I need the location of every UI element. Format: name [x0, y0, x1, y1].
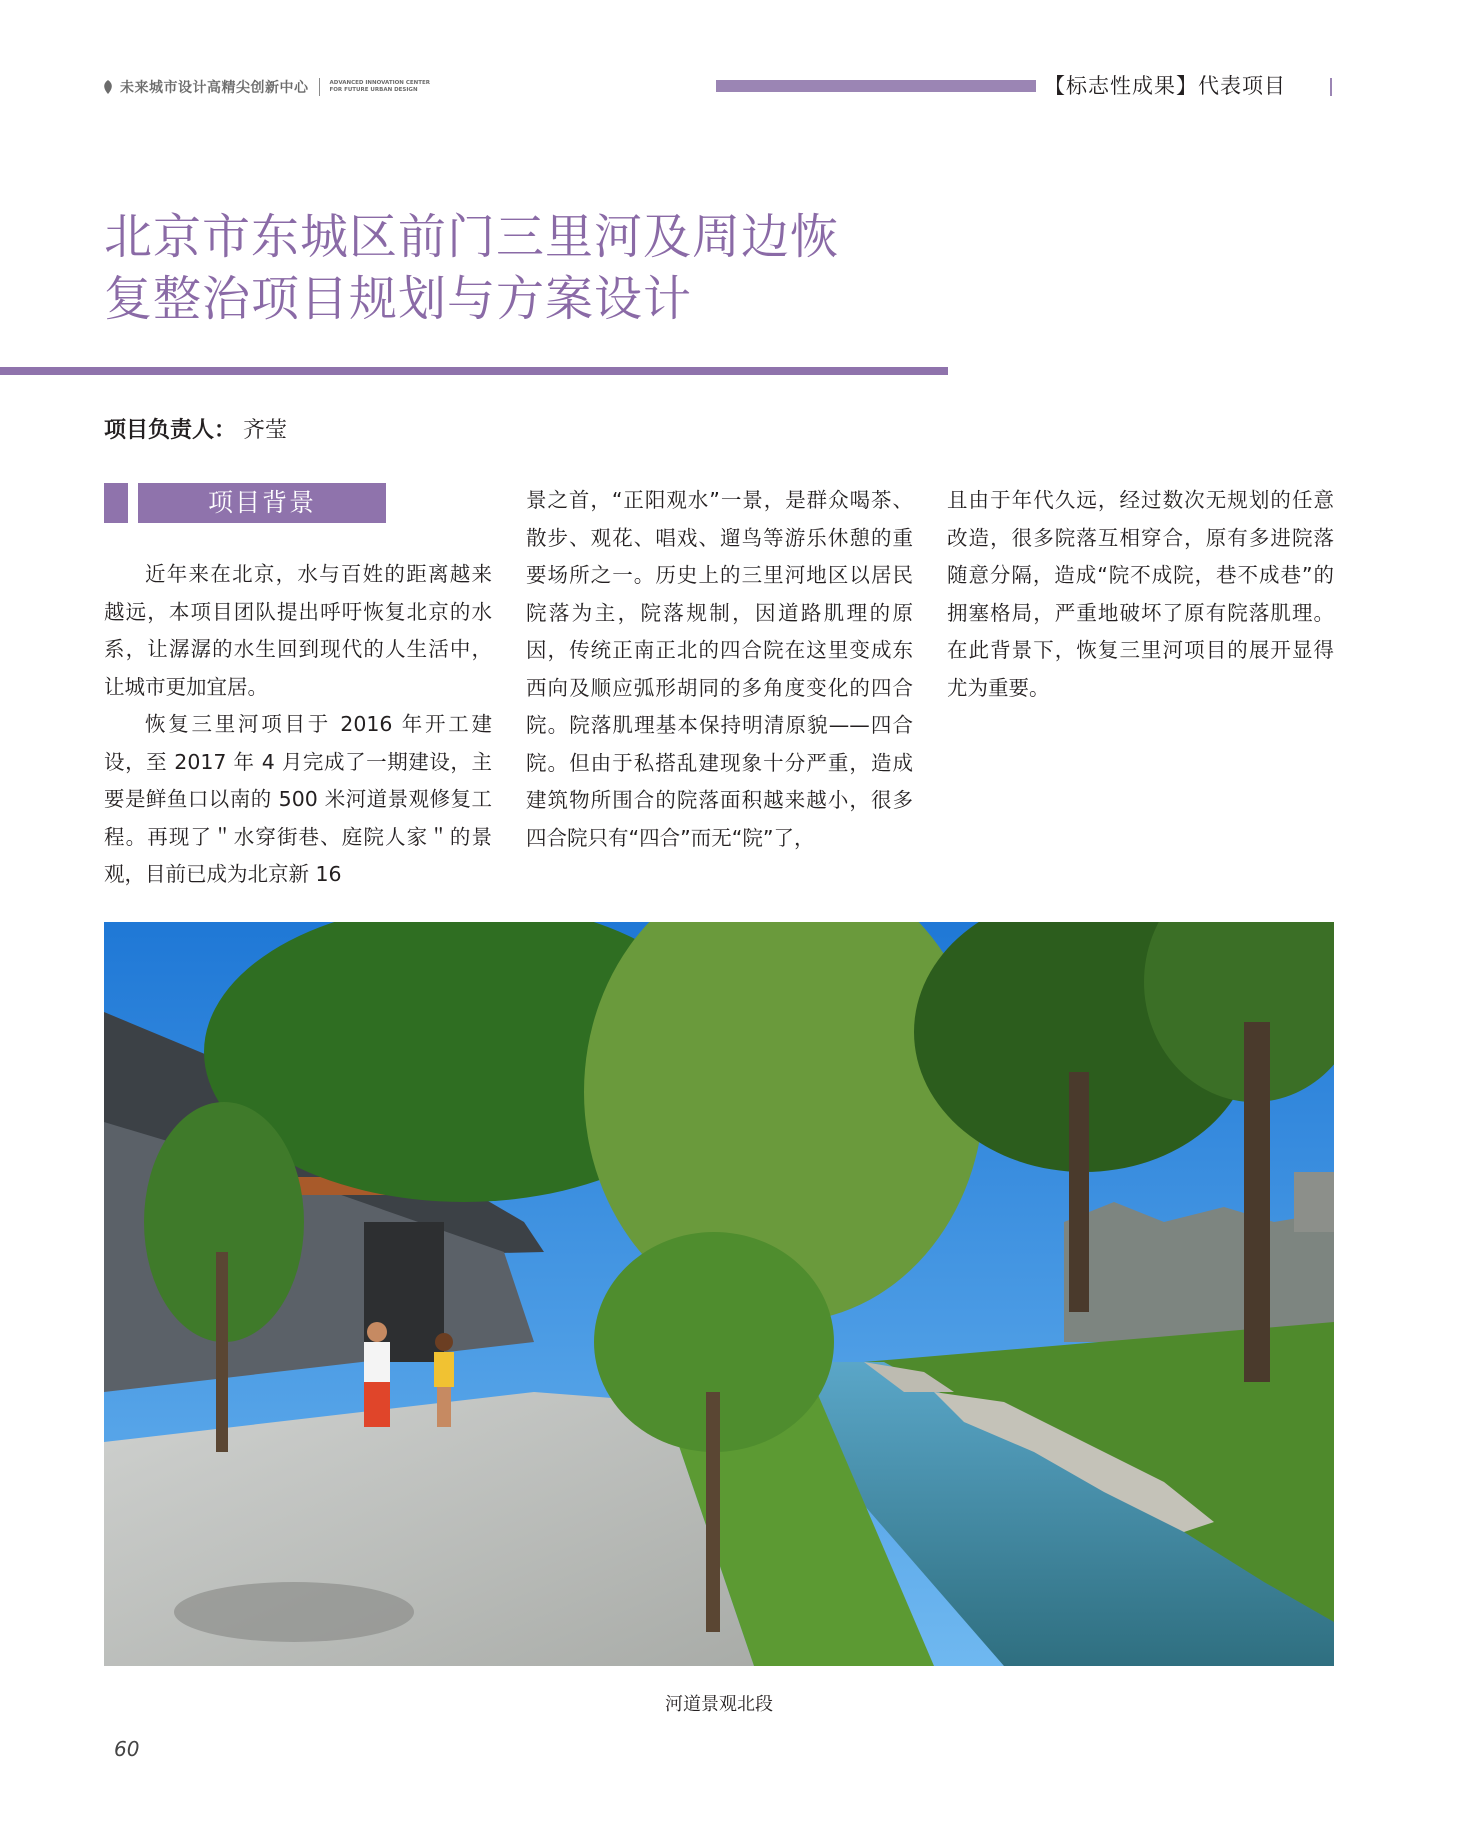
title-rule	[0, 367, 948, 375]
title-line: 复整治项目规划与方案设计	[104, 271, 693, 327]
text-column-2	[526, 482, 913, 857]
logo-leaf-icon	[102, 80, 114, 94]
header-accent-bar	[716, 80, 1036, 92]
photo-caption: 河道景观北段	[665, 1694, 773, 1715]
header-tick	[1330, 78, 1332, 96]
river-landscape-photo	[104, 922, 1334, 1666]
section-heading-marker	[104, 483, 128, 523]
paragraph: 景之首，“正阳观水”一景，是群众喝茶、散步、观花、唱戏、遛鸟等游乐休憩的重要场所之一。历史上的三里河地区以居民院落为主，院落规制，因道路肌理的原因，传统正南正北的四合院在这里变成东西向及顺应弧形胡同的多角度变化的四合院。院落肌理基本保持明清原貌——四合院。但由于私搭乱建现象十分严重，造成建筑物所围合的院落面积越来越小，很多四合院只有“四合”而无“院”了，	[526, 488, 913, 850]
org-name-en	[330, 80, 430, 94]
photo-illustration	[104, 922, 1334, 1666]
section-heading: 项目背景	[138, 483, 386, 523]
paragraph: 恢复三里河项目于 2016 年开工建设，至 2017 年 4 月完成了一期建设，主要是鲜鱼口以南的 500 米河道景观修复工程。再现了＂水穿街巷、庭院人家＂的景观，目前已成为北京新 16	[104, 712, 492, 886]
paragraph: 且由于年代久远，经过数次无规划的任意改造，很多院落互相穿合，原有多进院落随意分隔，造成“院不成院，巷不成巷”的拥塞格局，严重地破坏了原有院落肌理。在此背景下，恢复三里河项目的展开显得尤为重要。	[947, 488, 1334, 700]
org-name-cn: 未来城市设计高精尖创新中心	[120, 80, 309, 96]
leader-label: 项目负责人：	[104, 418, 237, 443]
org-name-en-line: ADVANCED INNOVATION CENTER	[329, 80, 430, 86]
title-line: 北京市东城区前门三里河及周边恢	[104, 209, 840, 265]
leader-name: 齐莹	[243, 418, 288, 443]
text-column-3	[947, 482, 1334, 707]
paragraph: 近年来在北京，水与百姓的距离越来越远，本项目团队提出呼吁恢复北京的水系，让潺潺的水生回到现代的人生活中，让城市更加宜居。	[104, 562, 492, 699]
section-tag: 【标志性成果】代表项目	[1044, 74, 1286, 98]
project-leader	[104, 413, 287, 444]
page-number: 60	[114, 1737, 140, 1761]
article-title	[104, 206, 964, 330]
text-column-1	[104, 556, 492, 894]
org-name-en-line: FOR FUTURE URBAN DESIGN	[329, 87, 418, 93]
org-logo	[102, 76, 430, 98]
logo-divider	[319, 78, 320, 96]
